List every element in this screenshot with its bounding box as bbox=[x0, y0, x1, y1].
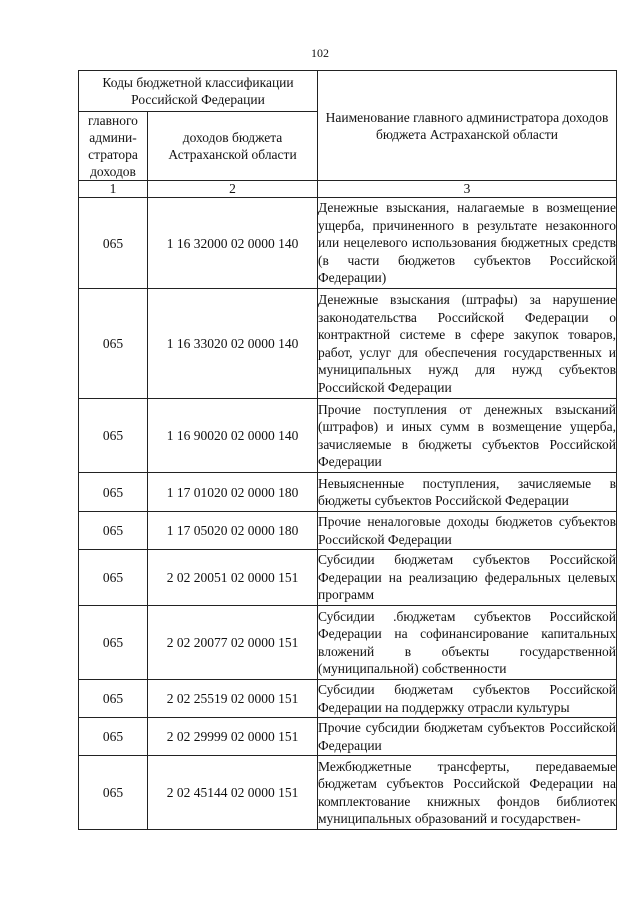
revenue-code: 1 17 01020 02 0000 180 bbox=[148, 473, 318, 512]
column-number: 1 bbox=[79, 181, 148, 198]
admin-code: 065 bbox=[79, 756, 148, 830]
admin-code: 065 bbox=[79, 512, 148, 550]
revenue-code: 2 02 25519 02 0000 151 bbox=[148, 680, 318, 718]
revenue-name: Прочие субсидии бюджетам субъектов Российской Федерации bbox=[318, 718, 617, 756]
table-row bbox=[79, 399, 617, 473]
revenue-name: Субсидии бюджетам субъектов Российской Федерации на реализацию федеральных целевых программ bbox=[318, 550, 617, 606]
admin-code: 065 bbox=[79, 680, 148, 718]
table-row bbox=[79, 550, 617, 606]
admin-code: 065 bbox=[79, 289, 148, 399]
table-row bbox=[79, 473, 617, 512]
revenue-code: 1 16 90020 02 0000 140 bbox=[148, 399, 318, 473]
revenue-name: Субсидии бюджетам субъектов Российской Федерации на поддержку отрасли культуры bbox=[318, 680, 617, 718]
table-row bbox=[79, 680, 617, 718]
budget-classification-table bbox=[78, 70, 617, 830]
page-number: 102 bbox=[311, 46, 329, 60]
table-row bbox=[79, 606, 617, 680]
table-row bbox=[79, 512, 617, 550]
revenue-name: Денежные взыскания (штрафы) за нарушение законодательства Российской Федерации о контрактной системе в сфере закупок товаров, работ, услуг для обеспечения государственных и муниципальных нужд для нужд субъектов Российской Федерации bbox=[318, 289, 617, 399]
revenue-name: Прочие неналоговые доходы бюджетов субъектов Российской Федерации bbox=[318, 512, 617, 550]
revenue-code: 2 02 45144 02 0000 151 bbox=[148, 756, 318, 830]
admin-code: 065 bbox=[79, 198, 148, 289]
revenue-code: 2 02 20077 02 0000 151 bbox=[148, 606, 318, 680]
revenue-name: Прочие поступления от денежных взысканий (штрафов) и иных сумм в возмещение ущерба, зачисляемые в бюджеты субъектов Российской Федерации bbox=[318, 399, 617, 473]
revenue-code: 1 17 05020 02 0000 180 bbox=[148, 512, 318, 550]
admin-code: 065 bbox=[79, 550, 148, 606]
admin-code: 065 bbox=[79, 473, 148, 512]
table-row bbox=[79, 289, 617, 399]
admin-code: 065 bbox=[79, 606, 148, 680]
revenue-code: 2 02 20051 02 0000 151 bbox=[148, 550, 318, 606]
revenue-name: Невыясненные поступления, зачисляемые в бюджеты субъектов Российской Федерации bbox=[318, 473, 617, 512]
column-number: 2 bbox=[148, 181, 318, 198]
admin-code: 065 bbox=[79, 718, 148, 756]
revenue-name: Межбюджетные трансферты, передаваемые бюджетам субъектов Российской Федерации на комплектование книжных фондов библиотек муниципальных образований и государствен- bbox=[318, 756, 617, 830]
table-row bbox=[79, 198, 617, 289]
header-name-column: Наименование главного администратора доходов бюджета Астраханской области bbox=[318, 71, 617, 181]
header-codes-group: Коды бюджетной классификации Российской Федерации bbox=[79, 71, 318, 112]
revenue-code: 1 16 33020 02 0000 140 bbox=[148, 289, 318, 399]
header-revenue-column: доходов бюджета Астраханской области bbox=[148, 112, 318, 181]
revenue-name: Денежные взыскания, налагаемые в возмещение ущерба, причиненного в результате незаконного или нецелевого использования бюджетных средств (в части бюджетов субъектов Российской Федерации) bbox=[318, 198, 617, 289]
admin-code: 065 bbox=[79, 399, 148, 473]
table-row bbox=[79, 718, 617, 756]
table-row bbox=[79, 756, 617, 830]
column-number: 3 bbox=[318, 181, 617, 198]
header-admin-column: главного админи-стратора доходов bbox=[79, 112, 148, 181]
revenue-name: Субсидии .бюджетам субъектов Российской Федерации на софинансирование капитальных вложений в объекты государственной (муниципальной) собственности bbox=[318, 606, 617, 680]
revenue-code: 1 16 32000 02 0000 140 bbox=[148, 198, 318, 289]
revenue-code: 2 02 29999 02 0000 151 bbox=[148, 718, 318, 756]
